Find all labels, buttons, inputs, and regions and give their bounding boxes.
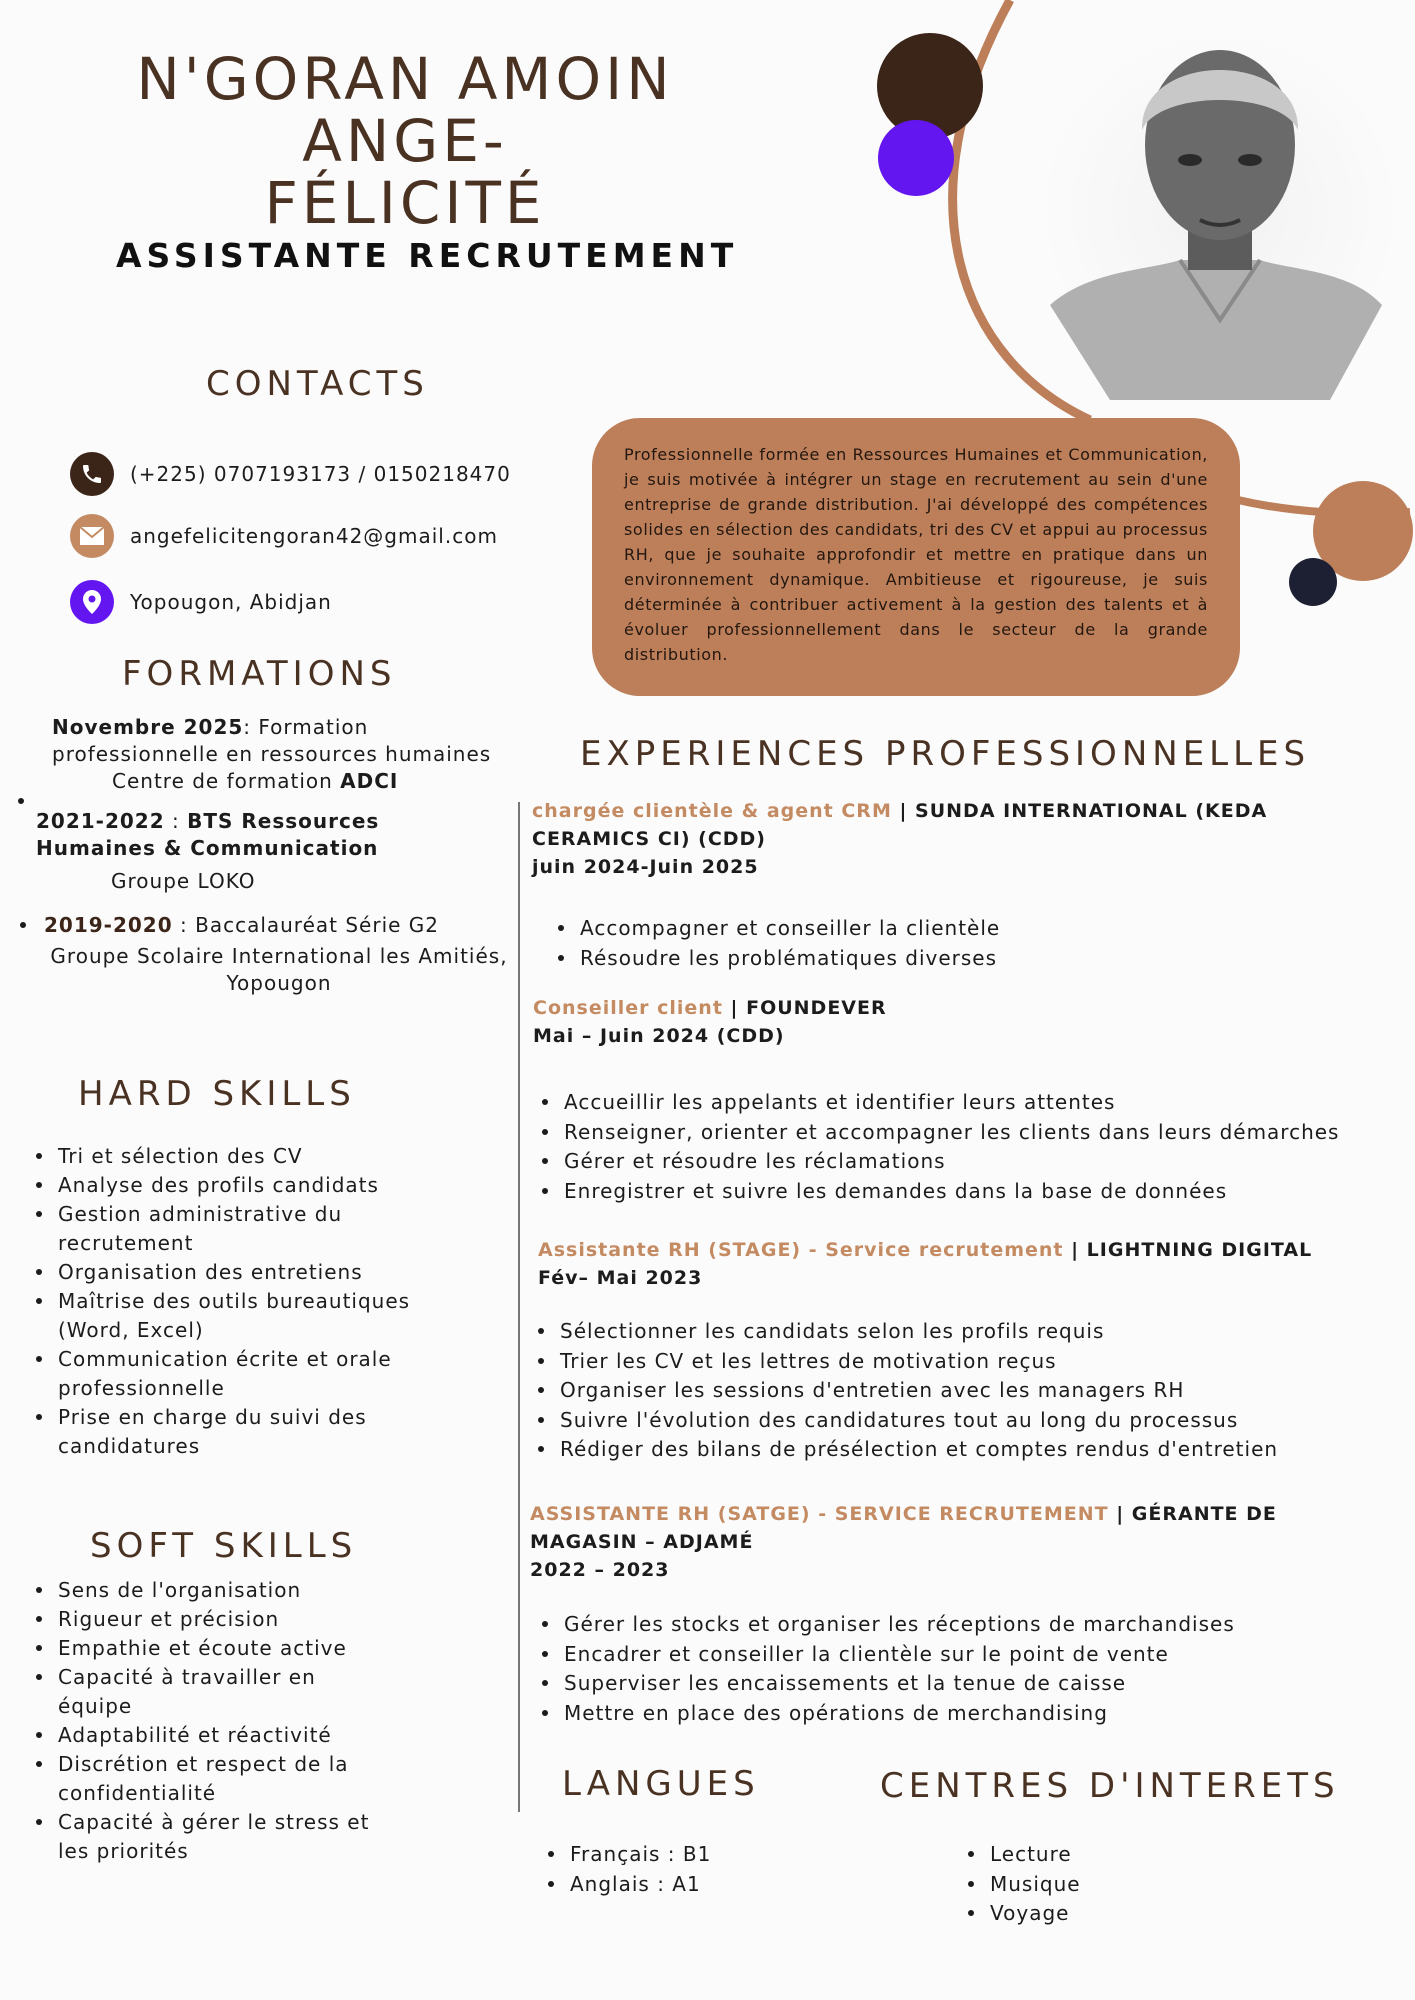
formations-title: FORMATIONS bbox=[122, 654, 397, 694]
task-item: Gérer et résoudre les réclamations bbox=[542, 1147, 1372, 1177]
task-item: Gérer les stocks et organiser les réceptions de marchandises bbox=[542, 1610, 1372, 1640]
soft-skills-title: SOFT SKILLS bbox=[90, 1526, 358, 1566]
experience-header bbox=[532, 797, 1352, 881]
profile-photo bbox=[1030, 20, 1410, 400]
experience-tasks bbox=[558, 914, 1358, 973]
task-item: Enregistrer et suivre les demandes dans la base de données bbox=[542, 1177, 1372, 1207]
contact-email bbox=[70, 514, 498, 558]
skill-item: Gestion administrative du recrutement bbox=[36, 1200, 416, 1258]
task-item: Trier les CV et les lettres de motivation reçus bbox=[538, 1347, 1368, 1377]
experience-company: | FOUNDEVER bbox=[722, 997, 887, 1019]
skill-item: Organisation des entretiens bbox=[36, 1258, 416, 1287]
mail-icon bbox=[70, 514, 114, 558]
formation-date: Novembre 2025 bbox=[52, 715, 244, 739]
task-item: Renseigner, orienter et accompagner les clients dans leurs démarches bbox=[542, 1118, 1372, 1148]
interets-title: CENTRES D'INTERETS bbox=[880, 1766, 1340, 1806]
contact-location bbox=[70, 580, 332, 624]
skill-item: Empathie et écoute active bbox=[36, 1634, 376, 1663]
name-line-2: FÉLICITÉ bbox=[264, 169, 546, 237]
formation-item bbox=[44, 912, 514, 997]
langue-item: Français : B1 bbox=[548, 1840, 808, 1870]
experience-period: juin 2024-Juin 2025 bbox=[532, 856, 759, 878]
skill-item: Capacité à gérer le stress et les priorités bbox=[36, 1808, 376, 1866]
profile-summary: Professionnelle formée en Ressources Humaines et Communication, je suis motivée à intégrer un stage en recrutement au sein d'une entreprise de grande distribution. J'ai développé des compétences solides en sélection des candidats, tri des CV et appui au processus RH, que je souhaite approfondir et mettre en pratique dans un environnement dynamique. Ambitieuse et rigoureuse, je suis déterminée à contribuer activement à la gestion des talents et à évoluer professionnellement dans le secteur de la grande distribution. bbox=[592, 418, 1240, 696]
skill-item: Capacité à travailler en équipe bbox=[36, 1663, 376, 1721]
skill-item: Prise en charge du suivi des candidatures bbox=[36, 1403, 416, 1461]
skill-item: Communication écrite et orale professionnelle bbox=[36, 1345, 416, 1403]
task-item: Accompagner et conseiller la clientèle bbox=[558, 914, 1358, 944]
task-item: Sélectionner les candidats selon les profils requis bbox=[538, 1317, 1368, 1347]
task-item: Suivre l'évolution des candidatures tout au long du processus bbox=[538, 1406, 1368, 1436]
soft-skills-list bbox=[36, 1576, 376, 1866]
interet-item: Lecture bbox=[968, 1840, 1228, 1870]
bullet bbox=[20, 922, 26, 928]
bullet bbox=[18, 798, 24, 804]
langues-list bbox=[548, 1840, 808, 1899]
experience-role: ASSISTANTE RH (SATGE) - SERVICE RECRUTEMENT bbox=[530, 1503, 1109, 1525]
location-pin-icon bbox=[70, 580, 114, 624]
experience-role: Conseiller client bbox=[533, 997, 723, 1019]
experience-role: Assistante RH (STAGE) - Service recrutement bbox=[538, 1239, 1064, 1261]
skill-item: Tri et sélection des CV bbox=[36, 1142, 416, 1171]
skill-item: Sens de l'organisation bbox=[36, 1576, 376, 1605]
purple-circle bbox=[878, 120, 954, 196]
formation-item bbox=[52, 714, 492, 795]
task-item: Organiser les sessions d'entretien avec les managers RH bbox=[538, 1376, 1368, 1406]
experience-period: 2022 – 2023 bbox=[530, 1559, 670, 1581]
skill-item: Adaptabilité et réactivité bbox=[36, 1721, 376, 1750]
experience-header bbox=[538, 1236, 1358, 1292]
task-item: Accueillir les appelants et identifier leurs attentes bbox=[542, 1088, 1372, 1118]
task-item: Superviser les encaissements et la tenue de caisse bbox=[542, 1669, 1372, 1699]
formation-school-bold: ADCI bbox=[340, 769, 399, 793]
formation-item bbox=[36, 808, 486, 895]
interet-item: Voyage bbox=[968, 1899, 1228, 1929]
formation-text: : Baccalauréat Série G2 bbox=[172, 913, 440, 937]
experiences-title: EXPERIENCES PROFESSIONNELLES bbox=[580, 734, 1311, 774]
experience-period: Fév– Mai 2023 bbox=[538, 1267, 703, 1289]
hard-skills-title: HARD SKILLS bbox=[78, 1074, 356, 1114]
experience-tasks bbox=[542, 1088, 1372, 1206]
task-item: Rédiger des bilans de présélection et comptes rendus d'entretien bbox=[538, 1435, 1368, 1465]
task-item: Mettre en place des opérations de merchandising bbox=[542, 1699, 1372, 1729]
column-divider bbox=[518, 802, 520, 1812]
location-text: Yopougon, Abidjan bbox=[130, 590, 332, 614]
experience-tasks bbox=[538, 1317, 1368, 1465]
skill-item: Maîtrise des outils bureautiques (Word, Excel) bbox=[36, 1287, 416, 1345]
interet-item: Musique bbox=[968, 1870, 1228, 1900]
experience-company: | SUNDA INTERNATIONAL (KEDA CERAMICS CI) (CDD) bbox=[532, 800, 1268, 850]
job-title: ASSISTANTE RECRUTEMENT bbox=[116, 236, 739, 275]
interets-list bbox=[968, 1840, 1228, 1929]
formation-school: Groupe Scolaire International les Amitiés, Yopougon bbox=[50, 944, 508, 995]
experience-company: | GÉRANTE DE MAGASIN – ADJAMÉ bbox=[530, 1503, 1277, 1553]
formation-degree: BTS Ressources Humaines & Communication bbox=[36, 809, 380, 860]
experience-company: | LIGHTNING DIGITAL bbox=[1063, 1239, 1313, 1261]
formation-date: 2021-2022 bbox=[36, 809, 165, 833]
task-item: Résoudre les problématiques diverses bbox=[558, 944, 1358, 974]
name-line-1: N'GORAN AMOIN ANGE- bbox=[136, 45, 674, 175]
experience-header bbox=[530, 1500, 1350, 1584]
experience-period: Mai – Juin 2024 (CDD) bbox=[533, 1025, 785, 1047]
contact-phone bbox=[70, 452, 511, 496]
skill-item: Analyse des profils candidats bbox=[36, 1171, 416, 1200]
email-text[interactable]: angefelicitengoran42@gmail.com bbox=[130, 524, 498, 548]
navy-circle bbox=[1289, 558, 1337, 606]
skill-item: Rigueur et précision bbox=[36, 1605, 376, 1634]
contacts-title: CONTACTS bbox=[206, 364, 429, 404]
formation-text: : bbox=[164, 809, 188, 833]
phone-icon bbox=[70, 452, 114, 496]
formation-date: 2019-2020 bbox=[44, 913, 173, 937]
formation-school: Groupe LOKO bbox=[111, 869, 256, 893]
skill-item: Discrétion et respect de la confidentialité bbox=[36, 1750, 376, 1808]
task-item: Encadrer et conseiller la clientèle sur le point de vente bbox=[542, 1640, 1372, 1670]
langue-item: Anglais : A1 bbox=[548, 1870, 808, 1900]
candidate-name bbox=[40, 45, 770, 237]
experience-tasks bbox=[542, 1610, 1372, 1728]
formation-text: : Formation professionnelle en ressources humaines bbox=[52, 715, 492, 766]
experience-header bbox=[533, 994, 1353, 1050]
phone-text: (+225) 0707193173 / 0150218470 bbox=[130, 462, 511, 486]
hard-skills-list bbox=[36, 1142, 416, 1461]
formation-school: Centre de formation bbox=[112, 769, 341, 793]
experience-role: chargée clientèle & agent CRM bbox=[532, 800, 892, 822]
langues-title: LANGUES bbox=[562, 1764, 760, 1804]
